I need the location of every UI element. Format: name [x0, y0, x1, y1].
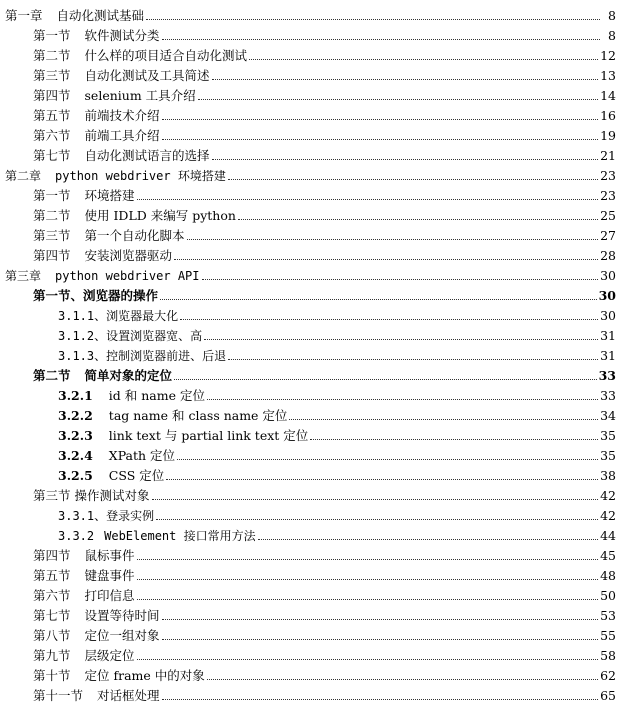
toc-entry-heading — [58, 389, 205, 403]
toc-entry-heading — [5, 169, 226, 183]
dot-leader — [137, 599, 599, 600]
toc-entry-heading — [33, 549, 135, 563]
toc-entry-number: 第三节 — [33, 488, 71, 503]
toc-entry-page-number: 23 — [600, 168, 616, 183]
toc-entry-heading — [58, 409, 287, 423]
toc-entry-title: 前端技术介绍 — [84, 108, 160, 123]
toc-entry-page-number: 13 — [600, 68, 616, 83]
toc-entry-title: 自动化测试语言的选择 — [84, 148, 210, 163]
toc-entry-page-number: 45 — [600, 548, 616, 563]
toc-entry-heading — [33, 609, 160, 623]
toc-entry-page-number: 30 — [600, 308, 616, 323]
toc-entry-title: 控制浏览器前进、后退 — [106, 349, 227, 363]
toc-entry-heading — [58, 529, 256, 543]
toc-entry-heading — [33, 89, 196, 103]
toc-entry-title: 对话框处理 — [97, 688, 160, 703]
dot-leader — [162, 619, 599, 620]
toc-entry[interactable] — [0, 583, 636, 603]
toc-entry[interactable] — [0, 63, 636, 83]
toc-entry[interactable] — [0, 563, 636, 583]
dot-leader — [258, 539, 598, 540]
toc-entry-number: 第五节 — [33, 108, 71, 123]
table-of-contents — [0, 3, 636, 703]
toc-entry[interactable] — [0, 343, 636, 363]
toc-entry-page-number: 42 — [600, 508, 616, 523]
dot-leader — [238, 219, 598, 220]
toc-entry-page-number: 33 — [598, 368, 616, 383]
dot-leader — [137, 659, 599, 660]
toc-entry-heading — [33, 289, 158, 303]
toc-entry-title: 设置浏览器宽、高 — [106, 329, 203, 343]
toc-entry-heading — [5, 9, 144, 23]
toc-entry[interactable] — [0, 663, 636, 683]
toc-entry[interactable] — [0, 403, 636, 423]
toc-entry-title: id 和 name 定位 — [108, 388, 205, 403]
toc-entry-number: 第一节、 — [33, 288, 84, 303]
dot-leader — [162, 139, 599, 140]
dot-leader — [137, 579, 599, 580]
toc-entry-number: 3.2.2 — [58, 408, 93, 423]
toc-entry-page-number: 50 — [600, 588, 616, 603]
toc-entry-page-number: 58 — [600, 648, 616, 663]
toc-entry-page-number: 48 — [600, 568, 616, 583]
toc-entry-page-number: 19 — [600, 128, 616, 143]
toc-entry-heading — [33, 129, 160, 143]
dot-leader — [137, 559, 599, 560]
toc-entry-number: 3.3.2 — [58, 529, 95, 543]
toc-entry-page-number: 21 — [600, 148, 616, 163]
toc-entry-number: 3.1.3、 — [58, 349, 107, 363]
toc-entry-number: 第一节 — [33, 28, 71, 43]
toc-entry-page-number: 35 — [600, 448, 616, 463]
toc-entry-number: 3.2.4 — [58, 448, 93, 463]
toc-entry-page-number: 35 — [600, 428, 616, 443]
toc-entry-number: 第十节 — [33, 668, 71, 683]
toc-entry-title: 前端工具介绍 — [84, 128, 160, 143]
toc-entry-page-number: 55 — [600, 628, 616, 643]
toc-entry-number: 第一节 — [33, 188, 71, 203]
toc-entry-number: 第一章 — [5, 8, 43, 23]
toc-entry-page-number: 65 — [600, 688, 616, 703]
toc-entry[interactable] — [0, 623, 636, 643]
toc-entry-number: 第九节 — [33, 648, 71, 663]
toc-entry-heading — [33, 29, 160, 43]
toc-entry[interactable] — [0, 503, 636, 523]
toc-entry-page-number: 30 — [598, 288, 616, 303]
toc-entry-number: 第五节 — [33, 568, 71, 583]
toc-entry[interactable] — [0, 283, 636, 303]
toc-entry-title: 定位 frame 中的对象 — [84, 668, 205, 683]
dot-leader — [202, 279, 599, 280]
toc-entry-number: 第二节 — [33, 368, 71, 383]
toc-entry-title: 鼠标事件 — [84, 548, 135, 563]
toc-entry-page-number: 25 — [600, 208, 616, 223]
toc-entry-number: 第十一节 — [33, 688, 84, 703]
dot-leader — [174, 259, 598, 260]
toc-entry-title: 浏览器最大化 — [106, 309, 179, 323]
toc-entry-number: 第七节 — [33, 148, 71, 163]
toc-entry-number: 第三章 — [5, 269, 42, 283]
toc-entry[interactable] — [0, 123, 636, 143]
toc-entry-page-number: 30 — [600, 268, 616, 283]
toc-entry-page-number: 23 — [600, 188, 616, 203]
toc-entry[interactable] — [0, 83, 636, 103]
toc-entry-title: 软件测试分类 — [84, 28, 160, 43]
toc-entry-number: 3.2.1 — [58, 388, 93, 403]
dot-leader — [177, 459, 598, 460]
toc-entry[interactable] — [0, 203, 636, 223]
dot-leader — [137, 199, 599, 200]
toc-entry-number: 第二章 — [5, 169, 42, 183]
toc-entry[interactable] — [0, 463, 636, 483]
toc-entry-title: 使用 IDLD 来编写 python — [84, 208, 236, 223]
toc-entry-heading — [33, 649, 135, 663]
toc-entry[interactable] — [0, 243, 636, 263]
toc-entry-heading — [33, 569, 135, 583]
toc-entry-title: WebElement 接口常用方法 — [104, 529, 256, 543]
dot-leader — [166, 479, 598, 480]
toc-entry-title: 浏览器的操作 — [83, 288, 159, 303]
toc-entry-title: selenium 工具介绍 — [84, 88, 196, 103]
dot-leader — [162, 39, 600, 40]
toc-entry-title: 层级定位 — [84, 648, 135, 663]
toc-entry-title: 键盘事件 — [84, 568, 135, 583]
toc-entry-heading — [33, 49, 247, 63]
toc-entry[interactable] — [0, 483, 636, 503]
toc-entry-page-number: 14 — [600, 88, 616, 103]
toc-entry-heading — [33, 489, 150, 503]
dot-leader — [162, 699, 599, 700]
toc-entry[interactable] — [0, 263, 636, 283]
dot-leader — [207, 399, 598, 400]
toc-entry-title: 定位一组对象 — [84, 628, 160, 643]
toc-entry[interactable] — [0, 3, 636, 23]
toc-entry-title: tag name 和 class name 定位 — [108, 408, 288, 423]
toc-entry-number: 3.1.2、 — [58, 329, 107, 343]
dot-leader — [198, 99, 598, 100]
toc-entry-title: python webdriver 环境搭建 — [55, 169, 226, 183]
toc-entry[interactable] — [0, 303, 636, 323]
toc-entry[interactable] — [0, 43, 636, 63]
toc-entry-page-number: 38 — [600, 468, 616, 483]
toc-entry-number: 第八节 — [33, 628, 71, 643]
toc-entry-page-number: 8 — [608, 8, 616, 23]
toc-entry-heading — [58, 449, 175, 463]
toc-entry-page-number: 42 — [600, 488, 616, 503]
dot-leader — [146, 19, 600, 20]
toc-entry[interactable] — [0, 383, 636, 403]
toc-entry-heading — [33, 629, 160, 643]
toc-entry-title: 打印信息 — [84, 588, 135, 603]
toc-entry-page-number: 8 — [608, 28, 616, 43]
toc-entry-page-number: 31 — [600, 348, 616, 363]
toc-entry-number: 3.2.5 — [58, 468, 93, 483]
dot-leader — [162, 119, 599, 120]
toc-entry[interactable] — [0, 523, 636, 543]
toc-entry[interactable] — [0, 103, 636, 123]
dot-leader — [249, 59, 598, 60]
toc-entry-number: 第三节 — [33, 228, 71, 243]
toc-entry-title: 什么样的项目适合自动化测试 — [84, 48, 248, 63]
toc-entry-title: 自动化测试及工具简述 — [84, 68, 210, 83]
toc-entry-title: 环境搭建 — [84, 188, 135, 203]
toc-entry-heading — [58, 509, 154, 523]
toc-entry-page-number: 28 — [600, 248, 616, 263]
toc-entry-number: 第二节 — [33, 48, 71, 63]
toc-entry-number: 第三节 — [33, 68, 71, 83]
toc-entry[interactable] — [0, 643, 636, 663]
toc-entry-page-number: 27 — [600, 228, 616, 243]
toc-entry-number: 3.1.1、 — [58, 309, 107, 323]
toc-entry-page-number: 44 — [600, 528, 616, 543]
toc-entry-page-number: 16 — [600, 108, 616, 123]
dot-leader — [162, 639, 599, 640]
toc-entry-heading — [58, 309, 178, 323]
toc-entry-title: link text 与 partial link text 定位 — [108, 428, 309, 443]
toc-entry-title: 安装浏览器驱动 — [84, 248, 173, 263]
dot-leader — [152, 499, 599, 500]
dot-leader — [187, 239, 599, 240]
toc-entry-page-number: 34 — [600, 408, 616, 423]
toc-entry-heading — [33, 149, 210, 163]
toc-entry-title: 登录实例 — [106, 509, 155, 523]
toc-entry[interactable] — [0, 223, 636, 243]
dot-leader — [228, 359, 598, 360]
toc-entry[interactable] — [0, 143, 636, 163]
toc-entry-heading — [33, 109, 160, 123]
toc-entry-heading — [58, 349, 226, 363]
toc-entry-title: 操作测试对象 — [74, 488, 150, 503]
toc-entry-title: 自动化测试基础 — [56, 8, 145, 23]
toc-entry-number: 第六节 — [33, 128, 71, 143]
toc-entry-heading — [5, 269, 200, 283]
toc-entry-heading — [33, 209, 236, 223]
dot-leader — [160, 299, 597, 300]
toc-entry-page-number: 33 — [600, 388, 616, 403]
toc-entry-page-number: 62 — [600, 668, 616, 683]
dot-leader — [212, 79, 599, 80]
dot-leader — [228, 179, 598, 180]
toc-entry-page-number: 53 — [600, 608, 616, 623]
dot-leader — [204, 339, 598, 340]
toc-entry-heading — [33, 69, 210, 83]
toc-entry-heading — [58, 469, 164, 483]
toc-entry-title: XPath 定位 — [108, 448, 176, 463]
toc-entry-number: 第四节 — [33, 248, 71, 263]
toc-entry-heading — [58, 429, 308, 443]
dot-leader — [289, 419, 598, 420]
toc-entry[interactable] — [0, 183, 636, 203]
toc-entry-heading — [33, 669, 205, 683]
toc-entry-heading — [33, 369, 172, 383]
toc-entry-heading — [33, 189, 135, 203]
toc-entry-number: 3.2.3 — [58, 428, 93, 443]
dot-leader — [310, 439, 598, 440]
toc-entry-heading — [33, 249, 172, 263]
toc-entry-page-number: 31 — [600, 328, 616, 343]
dot-leader — [174, 379, 597, 380]
toc-entry-title: python webdriver API — [55, 269, 200, 283]
toc-entry[interactable] — [0, 443, 636, 463]
dot-leader — [156, 519, 598, 520]
toc-entry-heading — [33, 689, 160, 703]
dot-leader — [180, 319, 598, 320]
toc-entry-number: 第七节 — [33, 608, 71, 623]
toc-entry-title: CSS 定位 — [108, 468, 165, 483]
toc-entry-number: 第二节 — [33, 208, 71, 223]
toc-entry[interactable] — [0, 23, 636, 43]
toc-entry[interactable] — [0, 603, 636, 623]
toc-entry[interactable] — [0, 163, 636, 183]
toc-entry-heading — [33, 589, 135, 603]
toc-entry-title: 简单对象的定位 — [84, 368, 173, 383]
toc-entry-number: 3.3.1、 — [58, 509, 107, 523]
toc-entry-number: 第四节 — [33, 88, 71, 103]
toc-entry[interactable] — [0, 423, 636, 443]
dot-leader — [212, 159, 599, 160]
toc-entry[interactable] — [0, 683, 636, 703]
toc-entry[interactable] — [0, 323, 636, 343]
toc-entry-number: 第四节 — [33, 548, 71, 563]
toc-entry-title: 第一个自动化脚本 — [84, 228, 185, 243]
toc-entry-page-number: 12 — [600, 48, 616, 63]
toc-entry-heading — [58, 329, 202, 343]
toc-entry-heading — [33, 229, 185, 243]
toc-entry-number: 第六节 — [33, 588, 71, 603]
dot-leader — [207, 679, 598, 680]
toc-entry[interactable] — [0, 543, 636, 563]
toc-entry-title: 设置等待时间 — [84, 608, 160, 623]
toc-entry[interactable] — [0, 363, 636, 383]
